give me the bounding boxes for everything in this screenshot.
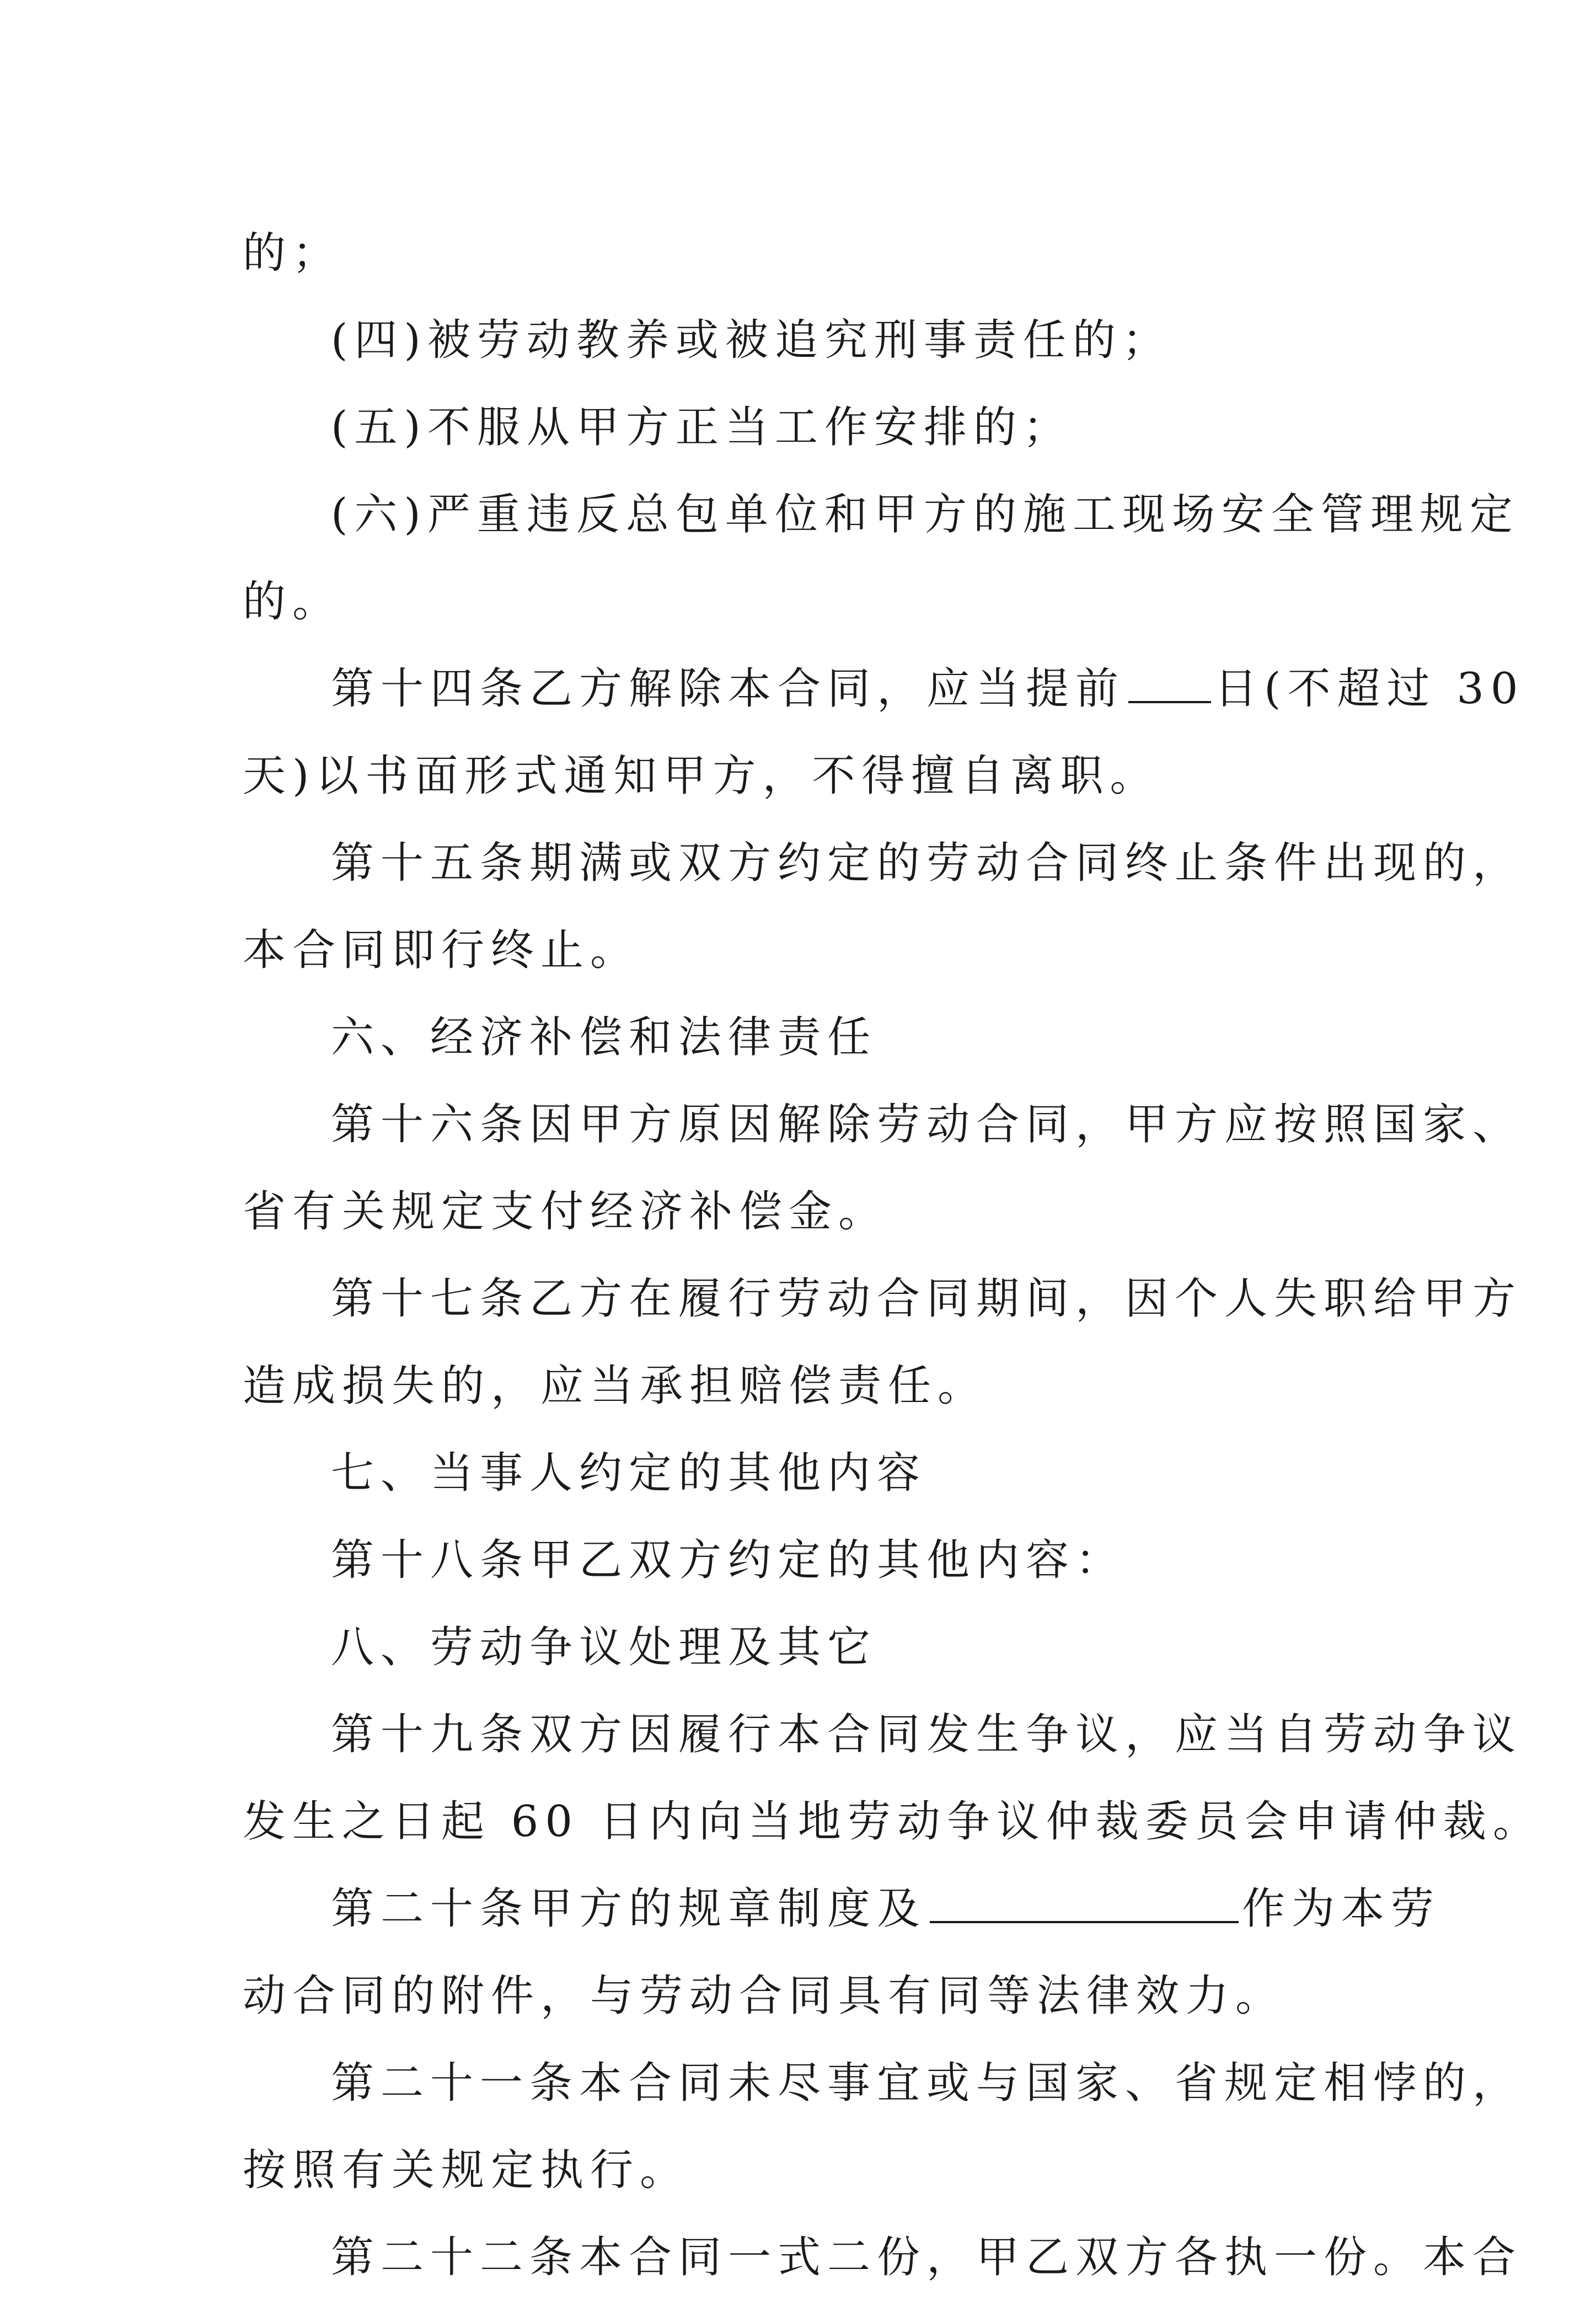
article-19-line: 第十九条双方因履行本合同发生争议，应当自劳动争议	[331, 1710, 1523, 1759]
article-18-line: 第十八条甲乙双方约定的其他内容：	[331, 1535, 1126, 1585]
list-item: (五)不服从甲方正当工作安排的；	[331, 403, 1073, 452]
article-14-line	[243, 645, 1525, 732]
article-17-line: 第十七条乙方在履行劳动合同期间，因个人失职给甲方	[331, 1274, 1523, 1324]
text-line: 天)以书面形式通知甲方，不得擅自离职。	[243, 751, 1160, 801]
list-item: (六)严重违反总包单位和甲方的施工现场安全管理规定	[331, 490, 1519, 539]
article-20-line	[243, 1865, 1441, 1952]
article-16-line: 第十六条因甲方原因解除劳动合同，甲方应按照国家、	[331, 1100, 1523, 1149]
article-15-line: 第十五条期满或双方约定的劳动合同终止条件出现的，	[331, 838, 1523, 888]
fill-in-blank	[1128, 662, 1211, 703]
text-line: 的。	[243, 577, 342, 627]
text-line: 动合同的附件，与劳动合同具有同等法律效力。	[243, 1971, 1286, 2021]
text-line: 本合同即行终止。	[243, 925, 640, 975]
text-line: 按照有关规定执行。	[243, 2145, 690, 2195]
section-heading: 六、经济补偿和法律责任	[331, 1013, 877, 1062]
fill-in-blank	[930, 1882, 1239, 1923]
article-20-text-end: 作为本劳	[1242, 1884, 1441, 1934]
text-line: 造成损失的，应当承担赔偿责任。	[243, 1361, 988, 1411]
text-line: 省有关规定支付经济补偿金。	[243, 1187, 888, 1237]
text-line: 的；	[243, 228, 342, 278]
section-heading: 七、当事人约定的其他内容	[331, 1448, 927, 1498]
article-21-line: 第二十一条本合同未尽事宜或与国家、省规定相悖的，	[331, 2058, 1523, 2108]
list-item: (四)被劳动教养或被追究刑事责任的；	[331, 315, 1172, 365]
text-line: 发生之日起 60 日内向当地劳动争议仲裁委员会申请仲裁。	[243, 1797, 1543, 1847]
article-22-line: 第二十二条本合同一式二份，甲乙双方各执一份。本合	[331, 2233, 1523, 2282]
document-body	[243, 210, 1543, 2301]
article-14-text-end: 日(不超过 30	[1214, 664, 1525, 714]
article-20-text: 第二十条甲方的规章制度及	[331, 1884, 927, 1934]
section-heading: 八、劳动争议处理及其它	[331, 1623, 877, 1672]
article-14-text: 第十四条乙方解除本合同，应当提前	[331, 664, 1126, 714]
